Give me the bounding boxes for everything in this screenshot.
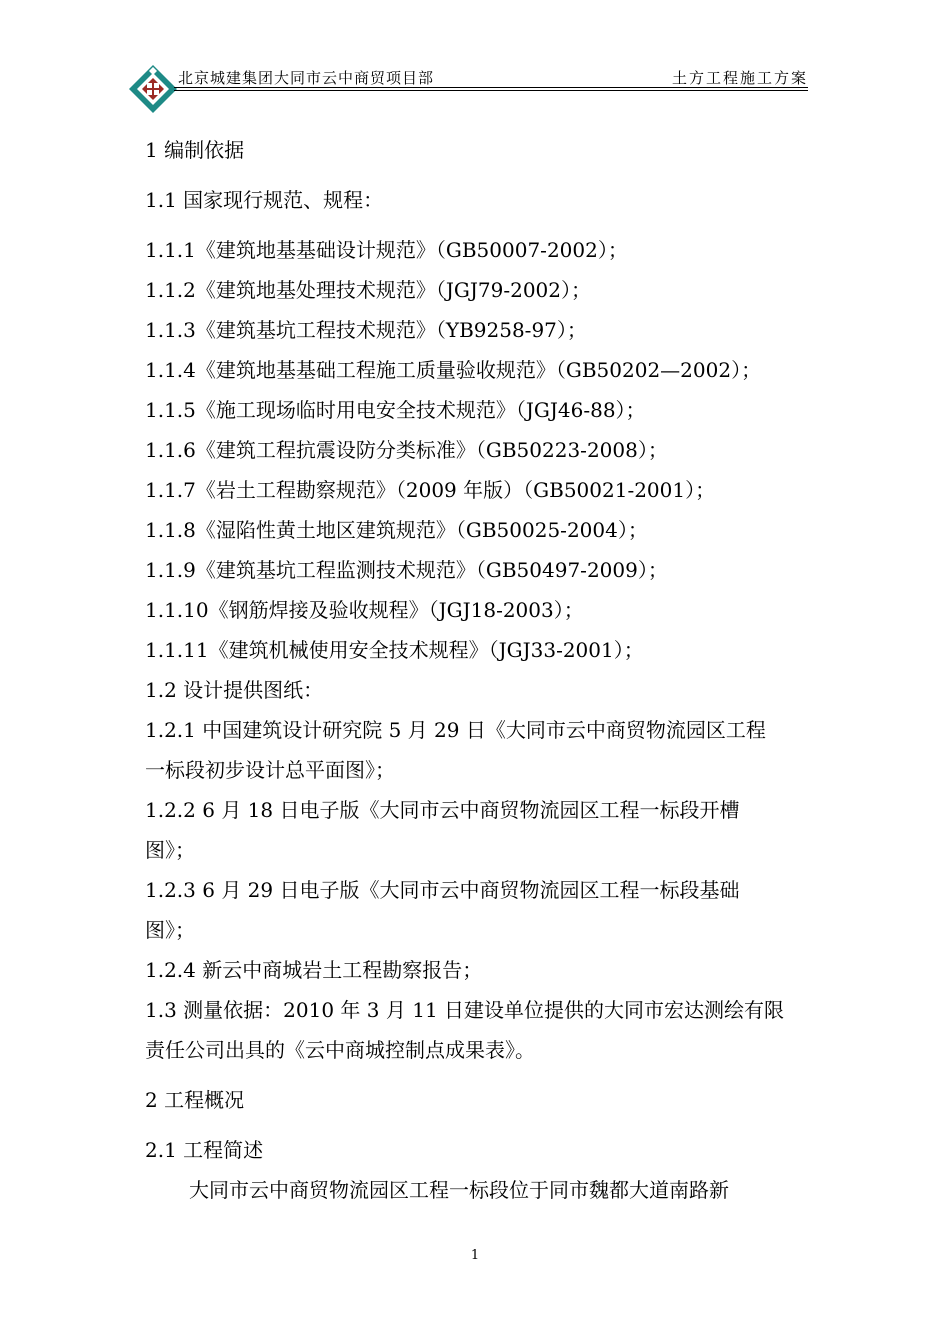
list-item: 1.2.4 新云中商城岩土工程勘察报告； — [145, 958, 483, 982]
page-header — [128, 62, 808, 112]
list-item: 1.1.6《建筑工程抗震设防分类标准》（GB50223-2008）； — [145, 438, 668, 462]
list-item-continuation: 一标段初步设计总平面图》； — [145, 758, 395, 782]
header-divider-secondary — [174, 90, 808, 91]
list-item-continuation: 图》； — [145, 918, 195, 942]
list-item: 1.1.9《建筑基坑工程监测技术规范》（GB50497-2009）； — [145, 558, 668, 582]
list-item: 1.1.11《建筑机械使用安全技术规程》（JGJ33-2001）； — [145, 638, 644, 662]
subsection-heading: 1.3 测量依据：2010 年 3 月 11 日建设单位提供的大同市宏达测绘有限 — [145, 998, 785, 1022]
list-item: 1.2.1 中国建筑设计研究院 5 月 29 日《大同市云中商贸物流园区工程 — [145, 718, 766, 742]
document-body — [145, 130, 810, 1210]
list-item: 1.1.3《建筑基坑工程技术规范》（YB9258-97）； — [145, 318, 587, 342]
list-item: 1.1.8《湿陷性黄土地区建筑规范》（GB50025-2004）； — [145, 518, 648, 542]
header-divider — [174, 87, 808, 88]
header-organization: 北京城建集团大同市云中商贸项目部 — [178, 69, 435, 87]
list-item-continuation: 图》； — [145, 838, 195, 862]
header-document-title: 土方工程施工方案 — [671, 69, 808, 87]
subsection-heading: 2.1 工程简述 — [145, 1138, 264, 1162]
subsection-heading: 1.1 国家现行规范、规程： — [145, 188, 384, 212]
list-item: 1.1.2《建筑地基处理技术规范》（JGJ79-2002）； — [145, 278, 592, 302]
list-item: 1.2.3 6 月 29 日电子版《大同市云中商贸物流园区工程一标段基础 — [145, 878, 740, 902]
page-number: 1 — [470, 1248, 480, 1263]
list-item: 1.1.7《岩土工程勘察规范》（2009 年版）（GB50021-2001）； — [145, 478, 716, 502]
list-item: 1.1.1《建筑地基基础设计规范》（GB50007-2002）； — [145, 238, 628, 262]
list-item: 1.1.10《钢筋焊接及验收规程》（JGJ18-2003）； — [145, 598, 584, 622]
list-item: 1.1.4《建筑地基基础工程施工质量验收规范》（GB50202—2002）； — [145, 358, 762, 382]
subsection-heading: 1.2 设计提供图纸： — [145, 678, 324, 702]
paragraph-continuation: 责任公司出具的《云中商城控制点成果表》。 — [145, 1038, 535, 1062]
section-heading: 1 编制依据 — [145, 138, 245, 162]
paragraph: 大同市云中商贸物流园区工程一标段位于同市魏都大道南路新 — [189, 1178, 729, 1202]
section-heading: 2 工程概况 — [145, 1088, 245, 1112]
list-item: 1.1.5《施工现场临时用电安全技术规范》（JGJ46-88）； — [145, 398, 646, 422]
company-logo-icon — [128, 64, 178, 114]
list-item: 1.2.2 6 月 18 日电子版《大同市云中商贸物流园区工程一标段开槽 — [145, 798, 740, 822]
